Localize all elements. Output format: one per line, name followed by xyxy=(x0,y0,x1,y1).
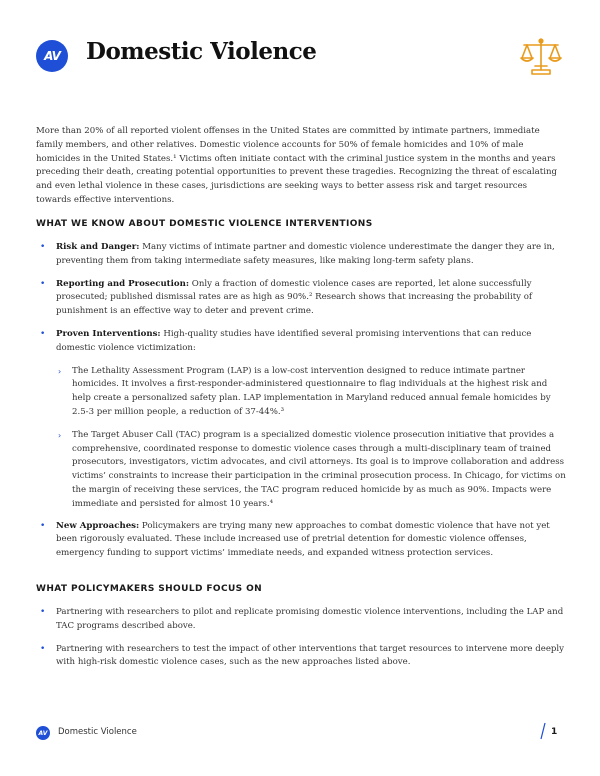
scales-of-justice-icon xyxy=(518,36,564,78)
sub-list-item xyxy=(36,429,566,512)
list-item xyxy=(36,278,566,319)
item-text: Many victims of intimate partner and domestic violence underestimate the danger they are in, preventing them from taking intermediate safety measures, like making long-term safety plans. xyxy=(56,242,555,266)
list-item xyxy=(36,643,566,671)
item-label: Proven Interventions: xyxy=(56,328,161,339)
list-item xyxy=(36,520,566,561)
bullet-icon: • xyxy=(40,607,46,617)
slash-divider xyxy=(540,722,546,740)
list-item xyxy=(36,328,566,356)
item-text: Partnering with researchers to pilot and replicate promising domestic violence interventions, including the LAP and TAC programs described above. xyxy=(56,607,564,631)
item-text: Only a fraction of domestic violence cases are reported, let alone successfully prosecuted; published dismissal rates are as high as 90%.² Research shows that increasing the probability of punishment is an effective way to deter and prevent crime. xyxy=(56,278,533,317)
bullet-icon: • xyxy=(40,643,46,654)
section-heading-policymakers: WHAT POLICYMAKERS SHOULD FOCUS ON xyxy=(36,584,263,594)
sub-list-item xyxy=(36,365,566,420)
section-2-list xyxy=(36,606,566,679)
footer-label: Domestic Violence xyxy=(58,727,137,737)
chevron-right-icon: › xyxy=(58,430,62,440)
list-item xyxy=(36,241,566,269)
sub-item-text: The Target Abuser Call (TAC) program is a specialized domestic violence prosecution initiative that provides a comprehensive, coordinated response to domestic violence cases through a multi-disciplinary team of trained prosecutors, investigators, victim advocates, and civil attorneys. Its goal is to improve collaboration and address victims’ constraints to increase their participation in the criminal prosecution process. In Chicago, for victims on the margin of receiving these services, the TAC program reduced homicide by as much as 90%. Impacts were immediate and persisted for almost 10 years.⁴ xyxy=(72,429,566,509)
bullet-icon: • xyxy=(40,242,46,252)
list-item xyxy=(36,606,566,634)
page-title: Domestic Violence xyxy=(86,38,317,65)
bullet-icon: • xyxy=(40,278,46,289)
footer-logo: AV xyxy=(36,726,50,740)
sub-item-text: The Lethality Assessment Program (LAP) is a low-cost intervention designed to reduce intimate partner homicides. It involves a first-responder-administered questionnaire to flag individuals at the highest risk and help create a personalized safety plan. LAP implementation in Maryland reduced annual female homicides by 2.5-3 per million people, a reduction of 37-44%.³ xyxy=(72,365,551,417)
item-text: Policymakers are trying many new approaches to combat domestic violence that have not yet been rigorously evaluated. These include increased use of pretrial detention for domestic violence offenses, emergency funding to support victims’ immediate needs, and expanded witness protection services. xyxy=(56,520,550,559)
item-label: Reporting and Prosecution: xyxy=(56,278,190,289)
item-label: New Approaches: xyxy=(56,520,140,531)
item-text: High-quality studies have identified several promising interventions that can reduce domestic violence victimization: xyxy=(56,328,532,353)
brand-logo: AV xyxy=(36,40,68,72)
section-heading-what-we-know: WHAT WE KNOW ABOUT DOMESTIC VIOLENCE INTERVENTIONS xyxy=(36,219,373,229)
section-1-list xyxy=(36,241,566,570)
chevron-right-icon: › xyxy=(58,366,62,376)
page-number: 1 xyxy=(551,727,558,737)
item-text: Partnering with researchers to test the impact of other interventions that target resources to intervene more deeply with high-risk domestic violence cases, such as the new approaches listed above. xyxy=(56,643,565,668)
intro-paragraph: More than 20% of all reported violent offenses in the United States are committed by intimate partners, immediate family members, and other relatives. Domestic violence accounts for 50% of female homicides and 10% of male homicides in the United States.¹ Victims often initiate contact with the criminal justice system in the months and years preceding their death, creating potential opportunities to prevent these tragedies. Recognizing the threat of escalating and even lethal violence in these cases, jurisdictions are seeking ways to better assess risk and target resources towards effective interventions. xyxy=(36,126,558,205)
bullet-icon: • xyxy=(40,328,46,339)
bullet-icon: • xyxy=(40,520,46,531)
item-label: Risk and Danger: xyxy=(56,242,140,252)
